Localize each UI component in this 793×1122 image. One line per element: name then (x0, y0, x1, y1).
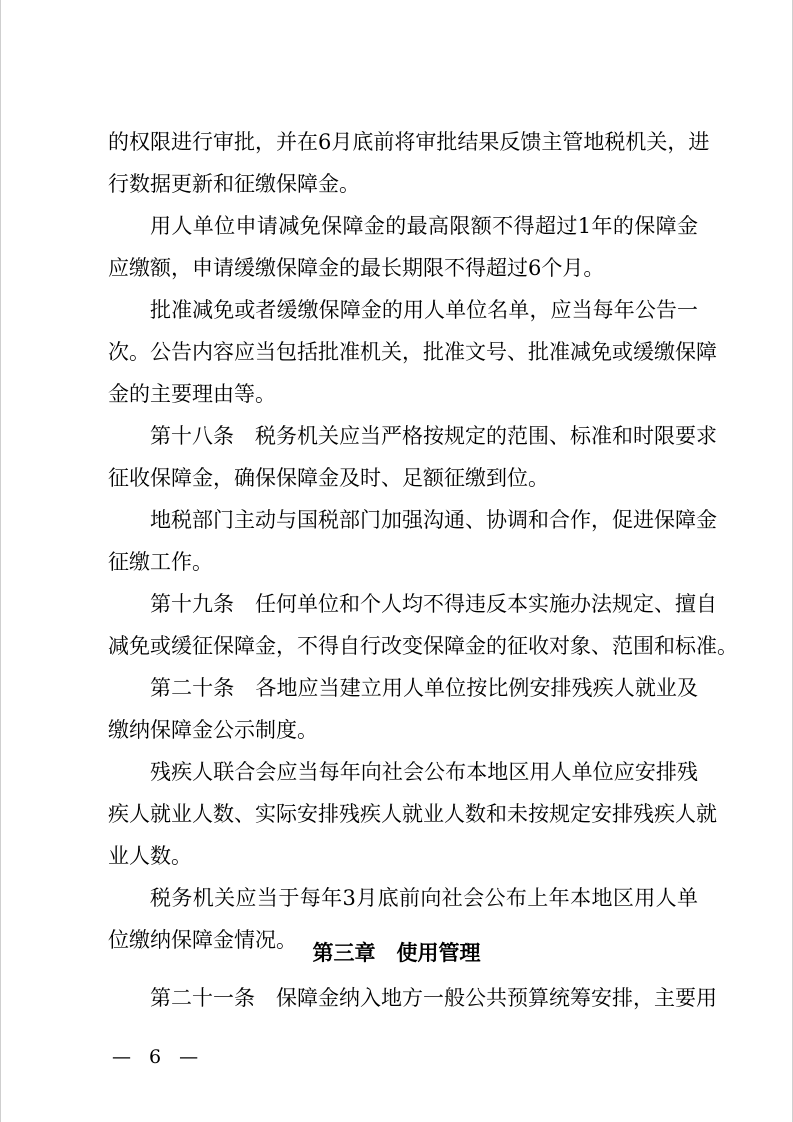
text-line: 减免或缓征保障金，不得自行改变保障金的征收对象、范围和标准。 (108, 634, 738, 658)
article-21-line: 第二十一条 保障金纳入地方一般公共预算统筹安排，主要用 (150, 986, 717, 1010)
text-line: 业人数。 (108, 844, 192, 868)
text-line: 金的主要理由等。 (108, 382, 276, 406)
page-number: — 6 — (112, 1046, 205, 1068)
text-line: 缴纳保障金公示制度。 (108, 718, 318, 742)
chapter-heading: 第三章 使用管理 (312, 941, 481, 965)
text-line: 地税部门主动与国税部门加强沟通、协调和合作，促进保障金 (150, 508, 717, 532)
text-line: 残疾人联合会应当每年向社会公布本地区用人单位应安排残 (150, 760, 698, 784)
text-line: 次。公告内容应当包括批准机关，批准文号、批准减免或缓缴保障 (108, 340, 717, 364)
text-line: 征缴工作。 (108, 550, 213, 574)
text-line: 的权限进行审批，并在6月底前将审批结果反馈主管地税机关，进 (108, 130, 710, 154)
text-line: 批准减免或者缓缴保障金的用人单位名单，应当每年公告一 (150, 298, 698, 322)
text-line: 应缴额，申请缓缴保障金的最长期限不得超过6个月。 (108, 256, 605, 280)
text-line: 位缴纳保障金情况。 (108, 928, 297, 952)
text-line: 税务机关应当于每年3月底前向社会公布上年本地区用人单 (150, 886, 698, 910)
article-20-line: 第二十条 各地应当建立用人单位按比例安排残疾人就业及 (150, 676, 698, 700)
article-18-line: 第十八条 税务机关应当严格按规定的范围、标准和时限要求 (150, 424, 717, 448)
text-line: 行数据更新和征缴保障金。 (108, 172, 360, 196)
text-line: 疾人就业人数、实际安排残疾人就业人数和未按规定安排残疾人就 (108, 802, 717, 826)
text-line: 征收保障金，确保保障金及时、足额征缴到位。 (108, 466, 549, 490)
article-19-line: 第十九条 任何单位和个人均不得违反本实施办法规定、擅自 (150, 592, 717, 616)
text-line: 用人单位申请减免保障金的最高限额不得超过1年的保障金 (150, 214, 698, 238)
